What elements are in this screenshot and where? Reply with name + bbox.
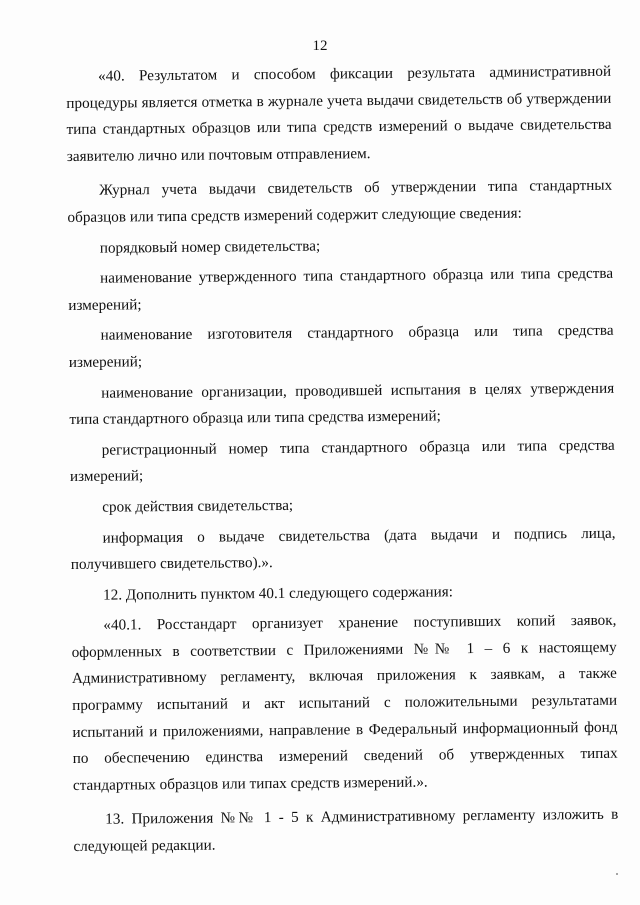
paragraph-item-40: «40. Результатом и способом фиксации результата административной процедуры является отметка в журнале учета выдачи свидетельств об утверждении типа стандартных образцов или типа средств измерений о выдаче свидетельства заявителю лично или почтовым отправлением. [66, 62, 612, 165]
paragraph-item-13: 13. Приложения №№ 1 - 5 к Административному регламенту изложить в следующей редакции. [73, 806, 619, 855]
paragraph-item-12: 12. Дополнить пунктом 40.1 следующего содержания: [103, 582, 454, 604]
document-body [66, 59, 619, 865]
paragraph-journal-contents: Журнал учета выдачи свидетельств об утверждении типа стандартных образцов или типа средств измерений содержит следующие сведения: [67, 177, 613, 226]
list-item-approved-type-name: наименование утвержденного типа стандартного образца или типа средства измерений; [68, 264, 614, 314]
list-item-serial-number: порядковый номер свидетельства; [99, 237, 321, 257]
list-item-issuance-info: информация о выдаче свидетельства (дата выдачи и подпись лица, получившего свидетельство).». [70, 524, 616, 574]
page-number: 12 [312, 38, 328, 54]
paragraph-item-40-1: «40.1. Росстандарт организует хранение поступивших копий заявок, оформленных в соответствии с Приложениями №№ 1 – 6 к настоящему Административному регламенту, включая приложения к заявкам, а также программу испытаний и акт испытаний с положительными результатами испытаний и приложениями, направление в Федеральный информационный фонд по обеспечению единства измерений сведений об утвержденных типах стандартных образцов или типах средств измерений.». [71, 612, 618, 794]
list-item-testing-organization: наименование организации, проводившей испытания в целях утверждения типа стандартного образца или типа средства измерений; [69, 379, 615, 429]
scan-speck [616, 873, 618, 875]
list-item-manufacturer-name: наименование изготовителя стандартного образца или типа средства измерений; [68, 322, 614, 371]
list-item-validity-period: срок действия свидетельства; [102, 496, 294, 516]
list-item-registration-number: регистрационный номер типа стандартного образца или типа средства измерений; [69, 436, 615, 486]
